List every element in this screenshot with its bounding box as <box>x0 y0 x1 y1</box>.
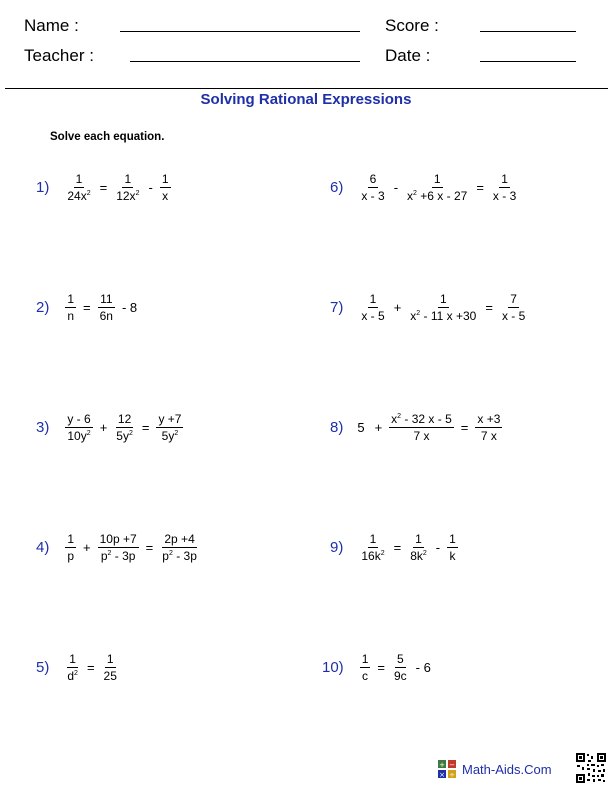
exponent: 2 <box>397 412 402 420</box>
problem-2 <box>36 277 142 337</box>
constant-term: 5 <box>357 419 365 435</box>
numerator: 1 <box>161 171 169 186</box>
minus-sign: - <box>148 179 153 195</box>
equals-sign: = <box>393 539 402 555</box>
equals-sign: = <box>476 179 484 195</box>
denominator: x - 5 <box>361 308 385 323</box>
minus-sign: - <box>435 539 441 555</box>
exponent: 2 <box>174 429 179 437</box>
numerator: 1 <box>106 651 114 666</box>
score-label: Score : <box>385 16 439 35</box>
problem-6 <box>330 157 520 217</box>
denominator: 25 <box>103 668 117 683</box>
numerator: 1 <box>369 531 377 546</box>
denominator-rest: - 3p <box>172 548 197 563</box>
denominator: 6n <box>99 308 113 323</box>
plus-sign: + <box>374 419 383 435</box>
equals-sign: = <box>83 299 91 315</box>
name-field[interactable] <box>120 31 360 32</box>
problem-number: 8) <box>330 418 344 436</box>
denominator-rest: - 11 x +30 <box>420 308 477 323</box>
denominator: 7 x <box>480 428 497 443</box>
constant-term: - 6 <box>415 659 431 675</box>
denominator: 24x <box>67 188 87 203</box>
problem-number: 7) <box>330 298 344 316</box>
numerator: x +3 <box>477 411 501 426</box>
denominator: n <box>67 308 75 323</box>
numerator: 12 <box>117 411 132 426</box>
denominator: d <box>67 668 75 683</box>
minus-sign: - <box>393 179 399 195</box>
numerator: 5 <box>396 651 404 666</box>
math-aids-logo[interactable] <box>438 760 552 778</box>
denominator: 5y <box>116 428 129 443</box>
problem-number: 9) <box>330 538 344 556</box>
plus-sign: + <box>393 299 402 315</box>
numerator: 1 <box>69 651 76 666</box>
problem-8 <box>330 397 504 457</box>
denominator: x - 5 <box>501 308 526 323</box>
exponent: 2 <box>74 669 78 677</box>
problem-number: 5) <box>36 658 50 676</box>
svg-text:+: + <box>439 761 445 769</box>
teacher-label: Teacher : <box>24 46 94 65</box>
numerator: 11 <box>100 291 113 306</box>
denominator: 12x <box>116 188 136 203</box>
numerator: 1 <box>67 531 75 546</box>
numerator: 1 <box>369 291 377 306</box>
equals-sign: = <box>485 299 493 315</box>
denominator: 8k <box>410 548 423 563</box>
denominator-base: p <box>162 548 169 563</box>
numerator: 1 <box>449 531 456 546</box>
equals-sign: = <box>99 179 108 195</box>
denominator: x - 3 <box>361 188 385 203</box>
qr-code-icon <box>575 752 607 784</box>
denominator: 16k <box>361 548 381 563</box>
problem-number: 3) <box>36 418 50 436</box>
numerator: 1 <box>361 651 369 666</box>
problem-number: 4) <box>36 538 50 556</box>
numerator: 1 <box>439 291 447 306</box>
denominator: 10y <box>67 428 87 443</box>
exponent: 2 <box>413 189 417 197</box>
svg-text:×: × <box>439 771 445 778</box>
problem-number: 1) <box>36 178 50 196</box>
exponent: 2 <box>128 429 133 437</box>
denominator-rest: - 3p <box>111 548 136 563</box>
numerator: 7 <box>510 291 517 306</box>
date-label: Date : <box>385 46 431 65</box>
exponent: 2 <box>86 429 91 437</box>
exponent: 2 <box>416 309 421 317</box>
numerator: y - 6 <box>67 411 91 426</box>
denominator: 9c <box>393 668 407 683</box>
calculator-icon <box>438 760 456 778</box>
numerator: 10p +7 <box>99 531 137 546</box>
numerator-base: x <box>391 411 398 426</box>
problem-number: 6) <box>330 178 344 196</box>
equals-sign: = <box>86 659 95 675</box>
denominator: c <box>362 668 369 683</box>
score-field[interactable] <box>480 31 576 32</box>
denominator-base: x <box>407 188 414 203</box>
numerator: 1 <box>124 171 132 186</box>
exponent: 2 <box>380 549 385 557</box>
denominator: k <box>449 548 456 563</box>
denominator: p <box>67 548 75 563</box>
exponent: 2 <box>86 189 91 197</box>
svg-text:−: − <box>449 761 455 769</box>
numerator: y +7 <box>158 411 182 426</box>
denominator: x <box>162 188 169 203</box>
plus-sign: + <box>83 539 91 555</box>
date-field[interactable] <box>480 61 576 62</box>
plus-sign: + <box>99 419 108 435</box>
problem-7 <box>330 277 529 337</box>
equals-sign: = <box>141 419 150 435</box>
numerator: 1 <box>67 291 75 306</box>
denominator-base: p <box>100 548 108 563</box>
problem-10 <box>322 637 436 697</box>
exponent: 2 <box>422 549 427 557</box>
problem-number: 10) <box>322 658 344 676</box>
equals-sign: = <box>460 419 469 435</box>
problem-3 <box>36 397 185 457</box>
exponent: 2 <box>135 189 140 197</box>
problem-4 <box>36 517 201 577</box>
header-divider <box>5 88 608 89</box>
equals-sign: = <box>145 539 154 555</box>
exponent: 2 <box>168 549 173 557</box>
constant-term: - 8 <box>121 299 138 315</box>
numerator: 1 <box>501 171 508 186</box>
denominator: 7 x <box>413 428 430 443</box>
denominator: 5y <box>161 428 175 443</box>
denominator-base: x <box>410 308 417 323</box>
numerator: 1 <box>75 171 83 186</box>
problem-1 <box>36 157 173 217</box>
problem-5 <box>36 637 121 697</box>
numerator: 1 <box>433 171 441 186</box>
numerator: 6 <box>369 171 377 186</box>
teacher-field[interactable] <box>130 61 360 62</box>
problem-9 <box>330 517 460 577</box>
denominator: x - 3 <box>492 188 517 203</box>
brand-name: Math-Aids.Com <box>462 761 552 777</box>
numerator: 1 <box>415 531 422 546</box>
numerator-rest: - 32 x - 5 <box>401 411 452 426</box>
problem-number: 2) <box>36 298 50 316</box>
equals-sign: = <box>377 659 385 675</box>
name-label: Name : <box>24 16 79 35</box>
instructions: Solve each equation. <box>50 131 165 143</box>
exponent: 2 <box>107 549 112 557</box>
worksheet-title: Solving Rational Expressions <box>200 91 412 108</box>
numerator: 2p +4 <box>164 531 195 546</box>
svg-text:÷: ÷ <box>449 771 455 778</box>
denominator-rest: +6 x - 27 <box>416 188 468 203</box>
